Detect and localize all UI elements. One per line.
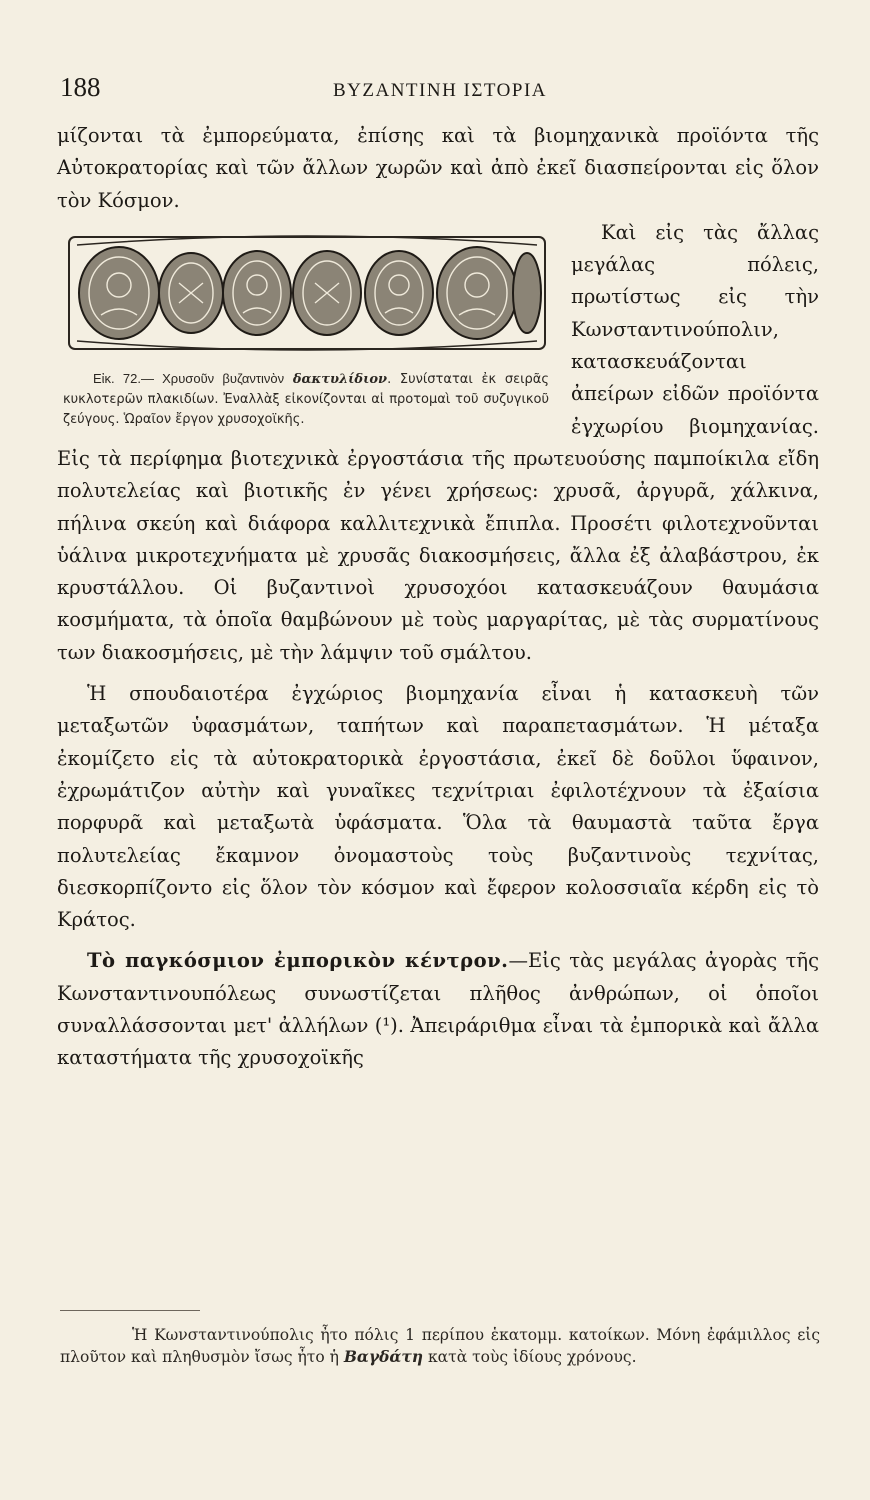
paragraph-3: Ἡ σπουδαιοτέρα ἐγχώριος βιομηχανία εἶναι ἡ κατασκευὴ τῶν μεταξωτῶν ὑφασμάτων, ταπήτων καὶ παραπετασμάτων. Ἡ μέταξα ἐκομίζετο εἰς τὰ αὐτοκρατορικὰ ἐργοστάσια, ἐκεῖ δὲ δοῦλοι ὕφαινον, ἐχρωμάτιζον αὐτὴν καὶ γυναῖκες τεχνίτριαι ἐφιλοτέχνουν τὰ ἐξαίσια πορφυρᾶ καὶ μεταξωτὰ ὑφάσματα. Ὅλα τὰ θαυμαστὰ ταῦτα ἔργα πολυτελείας ἔκαμνον ὀνομαστοὺς τοὺς βυζαντινοὺς τεχνίτας, διεσκορπίζοντο εἰς ὅλον τὸν κόσμον καὶ ἔφερον κολοσσιαῖα κέρδη εἰς τὸ Κράτος. [57, 682, 819, 932]
page-header [60, 72, 820, 112]
caption-text: . Συνίσταται ἐκ σειρᾶς κυκλοτερῶν πλακιδίων. Ἐναλλὰξ εἰκονίζονται αἱ προτομαὶ τοῦ συζυγικοῦ ζεύγους. Ὡραῖον ἔργον χρυσοχοϊκῆς. [63, 371, 549, 427]
footnote-emphasis: Βαγδάτη [343, 1347, 424, 1366]
page-number: 188 [60, 72, 101, 102]
paragraph-4 [57, 945, 819, 1074]
ring-illustration [57, 223, 557, 363]
footnote-part-1: Ἡ Κωνσταντινούπολις ἦτο πόλις 1 περίπου ἑκατομμ. κατοίκων. Μόνη ἐφάμιλλος εἰς πλοῦτον καὶ πληθυσμὸν ἴσως ἦτο ἡ [60, 1326, 820, 1366]
body-text [57, 120, 819, 1075]
running-title: ΒΥΖΑΝΤΙΝΗ ΙΣΤΟΡΙΑ [332, 80, 548, 101]
paragraph-2-text: Καὶ εἰς τὰς ἄλλας μεγάλας πόλεις, πρωτίστως εἰς τὴν Κωνσταντινούπολιν, κατασκευάζονται ἀπείρων εἰδῶν προϊόντα ἐγχωρίου βιομηχανίας. Εἰς τὰ περίφημα βιοτεχνικὰ ἐργοστάσια τῆς πρωτευούσης παμποίκιλα εἴδη πολυτελείας καὶ βιοτικῆς ἐν γένει χρήσεως: χρυσᾶ, ἀργυρᾶ, χάλκινα, πήλινα σκεύη καὶ διάφορα καλλιτεχνικὰ ἔπιπλα. Προσέτι φιλοτεχνοῦνται ὑάλινα μικροτεχνήματα μὲ χρυσᾶς διακοσμήσεις, ἄλλα ἐξ ἀλαβάστρου, ἐκ κρυστάλλου. Οἱ βυζαντινοὶ χρυσοχόοι κατασκευάζουν θαυμάσια κοσμήματα, τὰ ὁποῖα θαμβώνουν μὲ τοὺς μαργαρίτας, μὲ τὰς συρματίνους των διακοσμήσεις, μὲ τὴν λάμψιν τοῦ σμάλτου. [57, 220, 819, 664]
caption-label: Εἰκ. 72.— Χρυσοῦν βυζαντινὸν [93, 370, 285, 386]
footnote-rule [60, 1310, 200, 1311]
footnote-part-2: κατὰ τοὺς ἰδίους χρόνους. [423, 1348, 637, 1366]
footnote-reference[interactable]: (¹) [374, 1014, 398, 1038]
paragraph-2 [57, 217, 819, 669]
footnote [60, 1324, 820, 1368]
footnote-text [60, 1324, 820, 1368]
caption-term: δακτυλίδιον [292, 371, 388, 387]
paragraph-1: μίζονται τὰ ἐμπορεύματα, ἐπίσης καὶ τὰ βιομηχανικὰ προϊόντα τῆς Αὐτοκρατορίας καὶ τῶν ἄλλων χωρῶν καὶ ἀπὸ ἐκεῖ διασπείρονται εἰς ὅλον τὸν Κόσμον. [57, 124, 819, 212]
paragraph-4-tail: . Ἀπειράριθμα εἶναι τὰ ἐμπορικὰ καὶ ἄλλα καταστήματα τῆς χρυσοχοϊκῆς [57, 1014, 820, 1070]
heading-dash: — [508, 949, 528, 973]
figure-caption [57, 363, 557, 430]
figure-ring [57, 223, 557, 430]
section-heading: Τὸ παγκόσμιον ἐμπορικὸν κέντρον. [87, 949, 509, 973]
paragraph-4-text: Εἰς τὰς μεγάλας ἀγορὰς τῆς Κωνσταντινουπόλεως συνωστίζεται πλῆθος ἀνθρώπων, οἱ ὁποῖοι συναλλάσσονται μετ' ἀλλήλων [57, 949, 819, 1038]
